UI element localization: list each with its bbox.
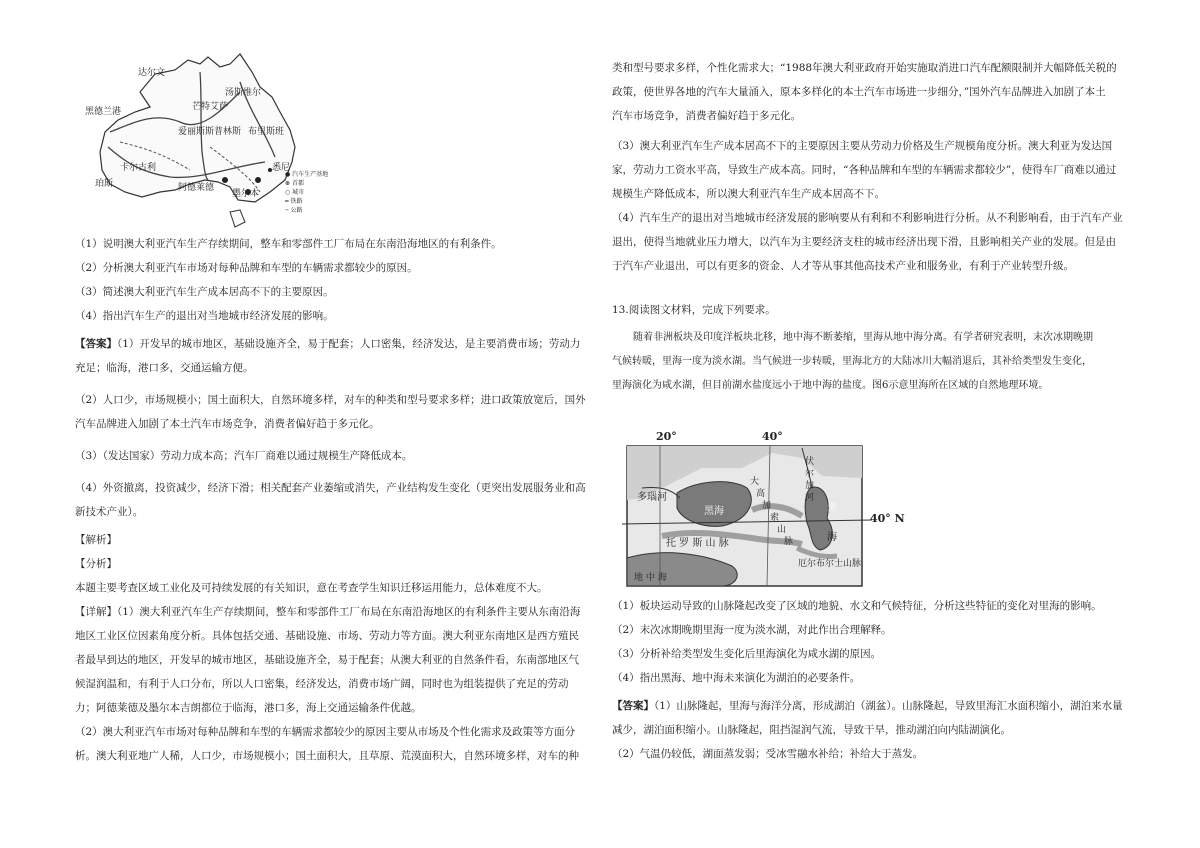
- legend-item: ╌ 公路: [285, 207, 303, 214]
- label-volga-3: 加: [805, 481, 815, 491]
- answer-1-line2: 充足；临海，港口多，交通运输方便。: [75, 362, 254, 374]
- label-danube: 多瑙河: [637, 492, 667, 503]
- label-mediterranean: 地 中 海: [634, 573, 667, 583]
- analysis-block: [75, 528, 595, 600]
- continued-block: 类和型号要求多样，个性化需求大；“1988年澳大利亚政府开始实施取消进口汽车配额限制并大幅降低关税的 政策，使世界各地的汽车大量涌入，原本多样化的本土汽车市场进一步细分，”国外汽车品牌进入加剧了本土 汽车市场竞争，消费者偏好趋于多元化。: [612, 62, 1117, 122]
- answer-3: （3）（发达国家）劳动力成本高；汽车厂商难以通过规模生产降低成本。: [75, 450, 413, 462]
- answer-tag: 【答案】: [612, 700, 654, 712]
- label-caucasus-5: 山: [777, 525, 787, 535]
- label-townsville: 汤斯维尔: [225, 88, 262, 98]
- material-block: 随着非洲板块及印度洋板块北移，地中海不断萎缩，里海从地中海分离。有学者研究表明，末次冰期晚期 气候转暖，里海一度为淡水湖。当气候进一步转暖，里海北方的大陆冰川大幅消退后，其补给类型发生变化， 里海演化为咸水湖，但目前湖水盐度远小于地中海的盐度。图6示意里海所在区域的自然地理环境。: [612, 332, 1093, 391]
- q13-questions: （1）板块运动导致的山脉隆起改变了区域的地貌、水文和气候特征，分析这些特征的变化对里海的影响。 （2）末次冰期晚期里海一度为淡水湖，对此作出合理解释。 （3）分析补给类型发生变化后里海演化为咸水湖的原因。 （4）指出黑海、地中海未来演化为湖泊的必要条件。: [612, 600, 1102, 684]
- label-sydney: 悉尼: [272, 163, 291, 173]
- label-darwin: 达尔文: [138, 68, 166, 78]
- question-3: （3）简述澳大利亚汽车生产成本居高不下的主要原因。: [75, 286, 334, 298]
- latitude-40-label: 40° N: [870, 512, 905, 525]
- label-volga-1: 伏: [805, 457, 815, 467]
- detail-4-block: （4）汽车生产的退出对当地城市经济发展的影响要从有利和不利影响进行分析。从不利影响看，由于汽车产业 退出，使得当地就业压力增大，以汽车为主要经济支柱的城市经济出现下滑，且影响相关产业的发展。但是由 于汽车产业退出，可以有更多的资金、人才等从事其他高技术产业和服务业，有利于产业转型升级。: [612, 212, 1123, 272]
- label-caucasus-6: 脉: [784, 537, 794, 547]
- longitude-20: 20°: [656, 430, 677, 443]
- answer-4: （4）外资撤离，投资减少，经济下滑；相关配套产业萎缩或消失，产业结构发生变化（更突出发展服务业和高 新技术产业）。: [75, 482, 586, 518]
- jiexi-tag: 【解析】: [75, 534, 117, 546]
- car-base-marker: [222, 177, 228, 183]
- label-brisbane: 布里斯班: [248, 127, 285, 137]
- longitude-40: 40°: [762, 430, 783, 443]
- label-port-hedland: 黑德兰港: [85, 107, 122, 117]
- label-melbourne: 墨尔本: [232, 189, 260, 199]
- questions-block: [75, 232, 595, 328]
- label-volga-2: 尔: [805, 469, 815, 479]
- legend-item: ━ 铁路: [285, 198, 303, 205]
- label-caspian-1: 里: [827, 502, 837, 513]
- question-13-title: 13.阅读图文材料，完成下列要求。: [612, 304, 776, 316]
- answer-1-line1: （1）开发早的城市地区，基础设施齐全，易于配套；人口密集，经济发达，是主要消费市场；劳动力: [117, 338, 581, 350]
- label-perth: 珀斯: [95, 179, 114, 189]
- answer-2: （2）人口少，市场规模小；国土面积大，自然环境多样，对车的种类和型号要求多样；进口政策放宽后，国外 汽车品牌进入加剧了本土汽车市场竞争，消费者偏好趋于多元化。: [75, 394, 586, 430]
- map-legend: [285, 170, 328, 215]
- label-caspian-2: 海: [827, 532, 837, 543]
- car-base-marker: [255, 177, 261, 183]
- answer-tag: 【答案】: [75, 338, 117, 350]
- legend-item: ⊛ 首都: [285, 180, 304, 187]
- label-kalgoorlie: 卡尔古利: [120, 163, 157, 173]
- label-taurus: 托 罗 斯 山 脉: [666, 538, 729, 549]
- australia-map: [80, 52, 370, 230]
- fenxi-text: 本题主要考查区域工业化及可持续发展的有关知识，意在考查学生知识迁移运用能力，总体难度不大。: [75, 582, 548, 594]
- fenxi-tag: 【分析】: [75, 558, 117, 570]
- label-caucasus-1: 大: [750, 477, 760, 487]
- answer-block: [75, 332, 595, 380]
- legend-item: ● 汽车生产基地: [285, 171, 329, 178]
- q13-answer: 【答案】（1）山脉隆起，里海与海洋分离，形成湖泊（湖盆）。山脉隆起，导致里海汇水面积缩小，湖泊来水量 减少，湖泊面积缩小。山脉隆起，阻挡湿润气流，导致干旱，推动湖泊向内陆湖演化。 （2）气温仍较低，湖面蒸发弱；受冰雪融水补给；补给大于蒸发。: [612, 700, 1123, 760]
- label-caucasus-2: 高: [756, 489, 766, 499]
- label-caucasus-3: 加: [762, 501, 772, 511]
- question-4: （4）指出汽车生产的退出对当地城市经济发展的影响。: [75, 310, 334, 322]
- question-2: （2）分析澳大利亚汽车市场对每种品牌和车型的车辆需求都较少的原因。: [75, 262, 418, 274]
- label-volga-4: 河: [805, 493, 815, 503]
- detail-3-block: （3）澳大利亚汽车生产成本居高不下的主要原因主要从劳动力价格及生产规模角度分析。澳大利亚为发达国 家，劳动力工资水平高，导致生产成本高。同时，“各种品牌和车型的车辆需求都较少”，使得车厂商难以通过 规模生产降低成本，所以澳大利亚汽车生产成本居高不下。: [612, 140, 1117, 200]
- label-adelaide: 阿德莱德: [178, 183, 215, 193]
- caspian-region-map: [622, 430, 912, 590]
- detail-block: 【详解】（1）澳大利亚汽车生产存续期间，整车和零部件工厂布局在东南沿海地区的有利条件主要从东南沿海 地区工业区位因素角度分析。具体包括交通、基础设施、市场、劳动力等方面。澳大利亚东南地区是西方殖民 者最早到达的地区，开发早的城市地区，基础设施齐全，易于配套；从澳大利亚的自然条件看，东南部地区气 候湿润温和，有利于人口分布，所以人口密集，经济发达，消费市场广阔，同时也为组装提供了充足的劳动 力；阿德莱德及墨尔本吉朗都位于临海，港口多，海上交通运输条件优越。 （2）澳大利亚汽车市场对每种品牌和车型的车辆需求都较少的原因主要从市场及个性化需求及政策等方面分 析。澳大利亚地广人稀，人口少，市场规模小；国土面积大，且草原、荒漠面积大，自然环境多样，对车的种: [75, 606, 581, 762]
- question-1: （1）说明澳大利亚汽车生产存续期间，整车和零部件工厂布局在东南沿海地区的有利条件。: [75, 238, 502, 250]
- label-black-sea: 黑海: [704, 506, 724, 517]
- label-mount-isa: 芒特艾萨: [192, 102, 229, 112]
- label-alice-springs: 爱丽斯斯普林斯: [178, 127, 242, 137]
- label-caucasus-4: 索: [770, 513, 780, 523]
- legend-item: ○ 城市: [285, 189, 305, 196]
- label-elburz: 厄尔布尔士山脉: [798, 559, 862, 569]
